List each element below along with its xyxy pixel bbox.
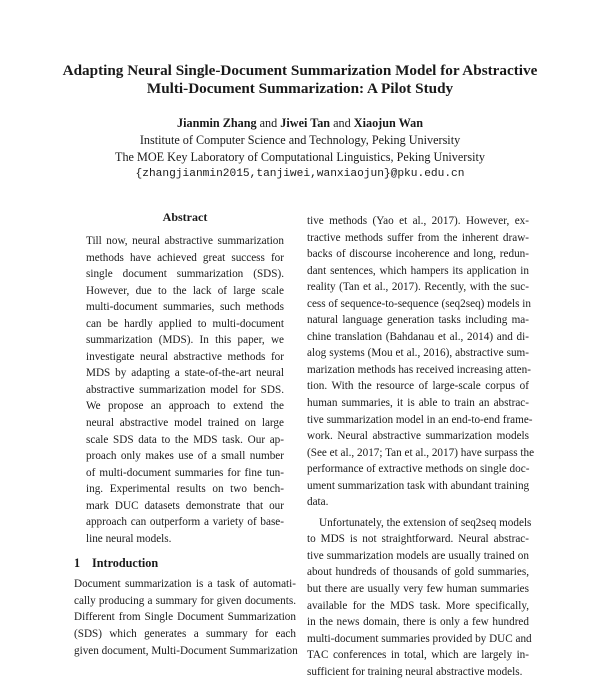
body-line: cess of sequence-to-sequence (seq2seq) models in [307, 297, 531, 310]
intro-line: Different from Single Document Summarization [74, 611, 296, 624]
body-line: (See et al., 2017; Tan et al., 2017) have surpass the [307, 446, 535, 459]
author-names [40, 115, 560, 132]
body-line: chine translation (Bahdanau et al., 2014) and di- [307, 330, 529, 343]
body-line: reality (Tan et al., 2017). Recently, with the suc- [307, 281, 529, 294]
abstract-line: MDS by adapting a state-of-the-art neural [86, 367, 284, 380]
abstract-line: methods have achieved great success for [86, 251, 284, 264]
abstract-line: Till now, neural abstractive summarization [86, 235, 284, 247]
body-line: ument summarization task with abundant training [307, 479, 530, 492]
body-line: TAC conferences in total, which are largely in- [307, 649, 529, 662]
author-email: {zhangjianmin2015,tanjiwei,wanxiaojun}@pku.edu.cn [135, 168, 465, 180]
abstract-line: summarization (MDS). In this paper, we [86, 334, 284, 347]
body-line: multi-document summaries provided by DUC and [307, 632, 532, 645]
introduction-body [74, 576, 296, 659]
author-block [40, 115, 560, 183]
abstract-line: scale SDS data to the MDS task. Our ap- [86, 433, 284, 446]
body-line: sufficient for training neural abstractive models. [307, 665, 523, 678]
body-line: dant sentences, which hampers its application in [307, 264, 529, 277]
body-line: natural language generation tasks including ma- [307, 314, 529, 327]
body-line: tive summarization model in an end-to-end frame- [307, 413, 533, 426]
body-line: backs of discourse incoherence and long, redun- [307, 248, 529, 261]
right-paragraph-1 [307, 213, 535, 511]
body-line: available for the MDS task. More specifically, [307, 599, 529, 612]
abstract-line: single document summarization (SDS). [86, 268, 284, 281]
body-line: tive methods (Yao et al., 2017). However, ex- [307, 215, 529, 227]
title-line-1: Adapting Neural Single-Document Summarization Model for Abstractive [62, 62, 538, 79]
section-heading-introduction [74, 556, 296, 570]
body-line: work. Neural abstractive summarization models [307, 430, 529, 443]
author-name: Jianmin Zhang [177, 116, 257, 130]
intro-line: (SDS) which generates a summary for each [74, 628, 296, 641]
body-line: to MDS is not straightforward. Neural abstrac- [307, 533, 529, 546]
body-line: alog systems (Mou et al., 2016), abstractive sum- [307, 347, 529, 360]
abstract-body [74, 233, 296, 547]
abstract-line: can be hardly applied to multi-document [86, 317, 284, 330]
paper-title [40, 62, 560, 98]
intro-line: cally producing a summary for given documents. [74, 594, 296, 607]
body-line: tive summarization models are usually trained on [307, 549, 529, 562]
abstract-line: line neural models. [86, 532, 172, 545]
body-line: about hundreds of thousands of gold summaries, [307, 566, 529, 579]
title-line-2: Multi-Document Summarization: A Pilot Study [146, 80, 454, 97]
body-line: human summaries, it is able to train an abstrac- [307, 397, 529, 410]
abstract-line: abstractive summarization model for SDS. [86, 383, 284, 396]
body-line: tion. With the resource of large-scale corpus of [307, 380, 529, 393]
author-conjunction: and [333, 116, 351, 130]
abstract-line: proach only makes use of a small number [86, 450, 284, 463]
abstract-line: approach can outperform a variety of base- [86, 516, 284, 529]
abstract-line: investigate neural abstractive methods for [86, 350, 284, 363]
section-number: 1 [74, 556, 81, 571]
author-name: Jiwei Tan [280, 116, 331, 130]
body-line: Unfortunately, the extension of seq2seq models [319, 516, 532, 529]
affiliation-2: The MOE Key Laboratory of Computational Linguistics, Peking University [115, 150, 485, 164]
abstract-line: neural abstractive model trained on large [86, 417, 284, 430]
abstract-line: ing. Experimental results on two bench- [86, 483, 284, 496]
intro-line: given document, Multi-Document Summarization [74, 644, 298, 657]
right-column [307, 210, 535, 680]
section-title: Introduction [92, 556, 159, 571]
intro-line: Document summarization is a task of automati- [74, 578, 296, 591]
abstract-line: However, due to the lack of large scale [86, 284, 284, 297]
abstract-heading: Abstract [162, 210, 208, 224]
abstract-line: We propose an approach to extend the [86, 400, 284, 413]
left-column [74, 210, 296, 659]
body-line: tractive methods suffer from the inherent draw- [307, 231, 529, 244]
abstract-line: multi-document summaries, such methods [86, 301, 284, 314]
affiliation-1: Institute of Computer Science and Technology, Peking University [139, 133, 461, 147]
author-conjunction: and [259, 116, 278, 130]
abstract-line: mark DUC datasets demonstrate that our [86, 499, 284, 512]
body-line: data. [307, 496, 329, 509]
abstract-line: of multi-document summaries for fine tun- [86, 466, 284, 479]
right-paragraph-2 [307, 515, 532, 680]
body-line: in the news domain, there is only a few hundred [307, 616, 529, 629]
body-line: performance of extractive methods on single doc- [307, 463, 530, 476]
body-line: but there are usually very few human summaries [307, 583, 529, 596]
body-line: marization methods has received increasing atten- [307, 363, 531, 376]
author-name: Xiaojun Wan [353, 116, 423, 130]
